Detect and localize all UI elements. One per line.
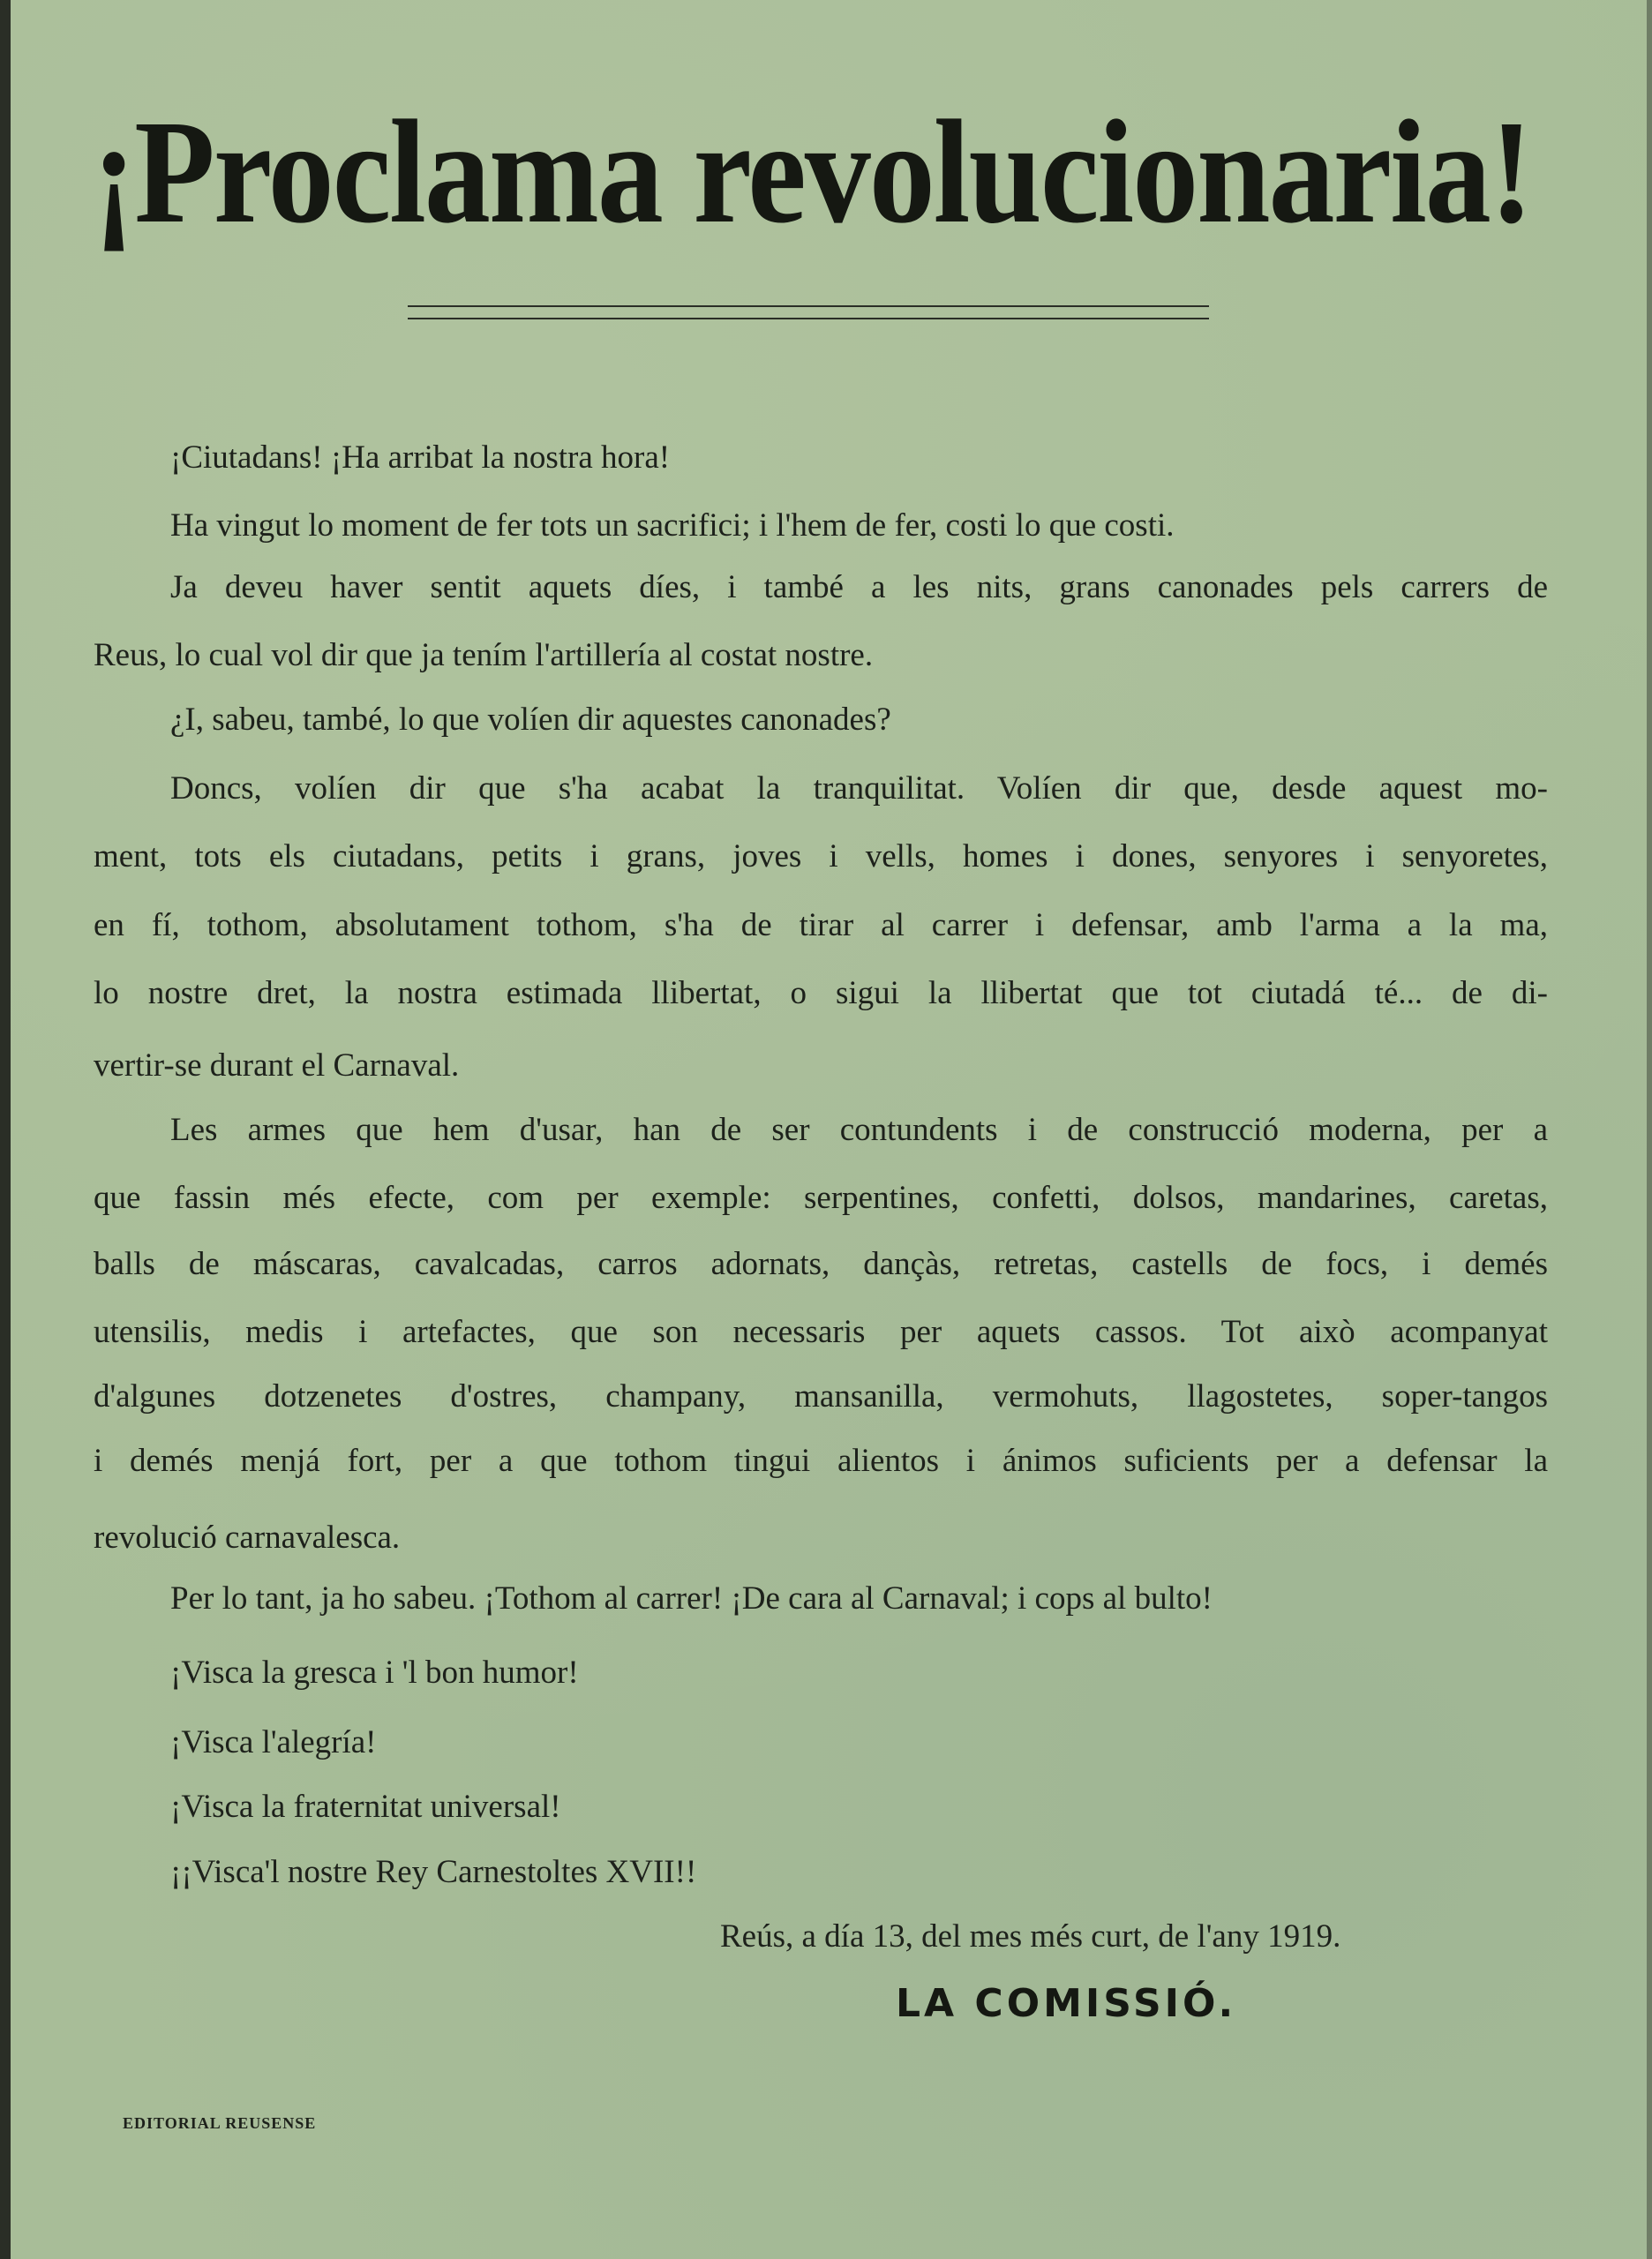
body-line: Ja deveu haver sentit aquets díes, i també a les nits, grans canonades pels carrers de bbox=[170, 569, 1548, 605]
title-rule-bottom bbox=[408, 318, 1209, 319]
body-line: lo nostre dret, la nostra estimada llibertat, o sigui la llibertat que tot ciutadá té... de di- bbox=[94, 975, 1548, 1011]
body-line: utensilis, medis i artefactes, que son necessaris per aquets cassos. Tot això acompanyat bbox=[94, 1314, 1548, 1350]
signature: LA COMISSIÓ. bbox=[896, 1981, 1237, 2026]
title-rule-top bbox=[408, 305, 1209, 307]
proclamation-title: ¡Proclama revolucionaria! bbox=[92, 90, 1532, 254]
body-line: ¡Visca la fraternitat universal! bbox=[170, 1789, 561, 1825]
body-line: ¡Visca l'alegría! bbox=[170, 1724, 377, 1760]
body-line: vertir-se durant el Carnaval. bbox=[94, 1047, 460, 1084]
dateline: Reús, a día 13, del mes més curt, de l'any 1919. bbox=[720, 1918, 1341, 1955]
body-line: ¡Visca la gresca i 'l bon humor! bbox=[170, 1655, 579, 1691]
body-line: ¡Ciutadans! ¡Ha arribat la nostra hora! bbox=[170, 439, 671, 476]
body-line: en fí, tothom, absolutament tothom, s'ha de tirar al carrer i defensar, amb l'arma a la ma, bbox=[94, 907, 1548, 943]
body-line: Reus, lo cual vol dir que ja tením l'artillería al costat nostre. bbox=[94, 637, 874, 673]
body-line: balls de máscaras, cavalcadas, carros adornats, dançàs, retretas, castells de focs, i demés bbox=[94, 1246, 1548, 1282]
body-line: revolució carnavalesca. bbox=[94, 1520, 401, 1556]
body-line: Les armes que hem d'usar, han de ser contundents i de construcció moderna, per a bbox=[170, 1112, 1548, 1148]
printer-imprint: EDITORIAL REUSENSE bbox=[123, 2114, 317, 2132]
body-line: ment, tots els ciutadans, petits i grans, joves i vells, homes i dones, senyores i senyoretes, bbox=[94, 838, 1548, 874]
body-line: ¡¡Visca'l nostre Rey Carnestoltes XVII!! bbox=[170, 1854, 697, 1890]
scan-edge-left bbox=[0, 0, 11, 2259]
body-line: Ha vingut lo moment de fer tots un sacrifici; i l'hem de fer, costi lo que costi. bbox=[170, 507, 1175, 544]
scan-edge-right bbox=[1647, 0, 1652, 2259]
body-line: i demés menjá fort, per a que tothom tingui alientos i ánimos suficients per a defensar la bbox=[94, 1443, 1548, 1479]
body-line: Per lo tant, ja ho sabeu. ¡Tothom al carrer! ¡De cara al Carnaval; i cops al bulto! bbox=[170, 1580, 1213, 1617]
body-line: d'algunes dotzenetes d'ostres, champany, mansanilla, vermohuts, llagostetes, soper-tangos bbox=[94, 1378, 1548, 1415]
body-line: Doncs, volíen dir que s'ha acabat la tranquilitat. Volíen dir que, desde aquest mo- bbox=[170, 770, 1548, 807]
body-line: que fassin més efecte, com per exemple: serpentines, confetti, dolsos, mandarines, caretas, bbox=[94, 1180, 1548, 1216]
body-line: ¿I, sabeu, també, lo que volíen dir aquestes canonades? bbox=[170, 702, 891, 738]
